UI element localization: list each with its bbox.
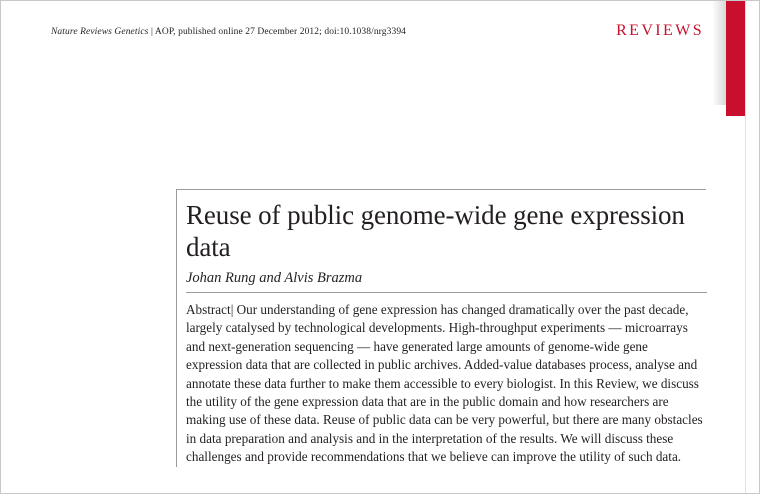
running-head (51, 27, 406, 37)
page-edge (745, 1, 759, 494)
page-title: Reuse of public genome-wide gene expression data (186, 200, 685, 262)
tab-shadow (712, 1, 726, 105)
article-inner (176, 190, 706, 467)
running-head-separator: | (150, 27, 153, 37)
section-color-tab (726, 1, 746, 116)
abstract-separator: | (230, 302, 234, 317)
article-block (176, 189, 706, 467)
abstract-label: Abstract (186, 302, 231, 317)
abstract-paragraph (186, 301, 704, 467)
author-rule (186, 292, 707, 293)
author-list: Johan Rung and Alvis Brazma (186, 270, 363, 286)
journal-name: Nature Reviews Genetics (51, 27, 149, 37)
abstract-text: Our understanding of gene expression has changed dramatically over the past decade, largely catalysed by technological developments. High-throughput experiments — microarrays and next-generation sequencing — have generated large amounts of genome-wide gene expression data that are collected in public archives. Added-value databases process, analyse and annotate these data further to make them accessible to every biologist. In this Review, we discuss the utility of the gene expression data that are in the public domain and how researchers are making use of these data. Reuse of public data can be very powerful, but there are many obstacles in data preparation and analysis and in the interpretation of the results. We will discuss these challenges and provide recommendations that we believe can improve the utility of such data. (186, 302, 703, 465)
section-label: REVIEWS (616, 22, 704, 39)
citation-line: AOP, published online 27 December 2012; doi:10.1038/nrg3394 (154, 27, 407, 37)
